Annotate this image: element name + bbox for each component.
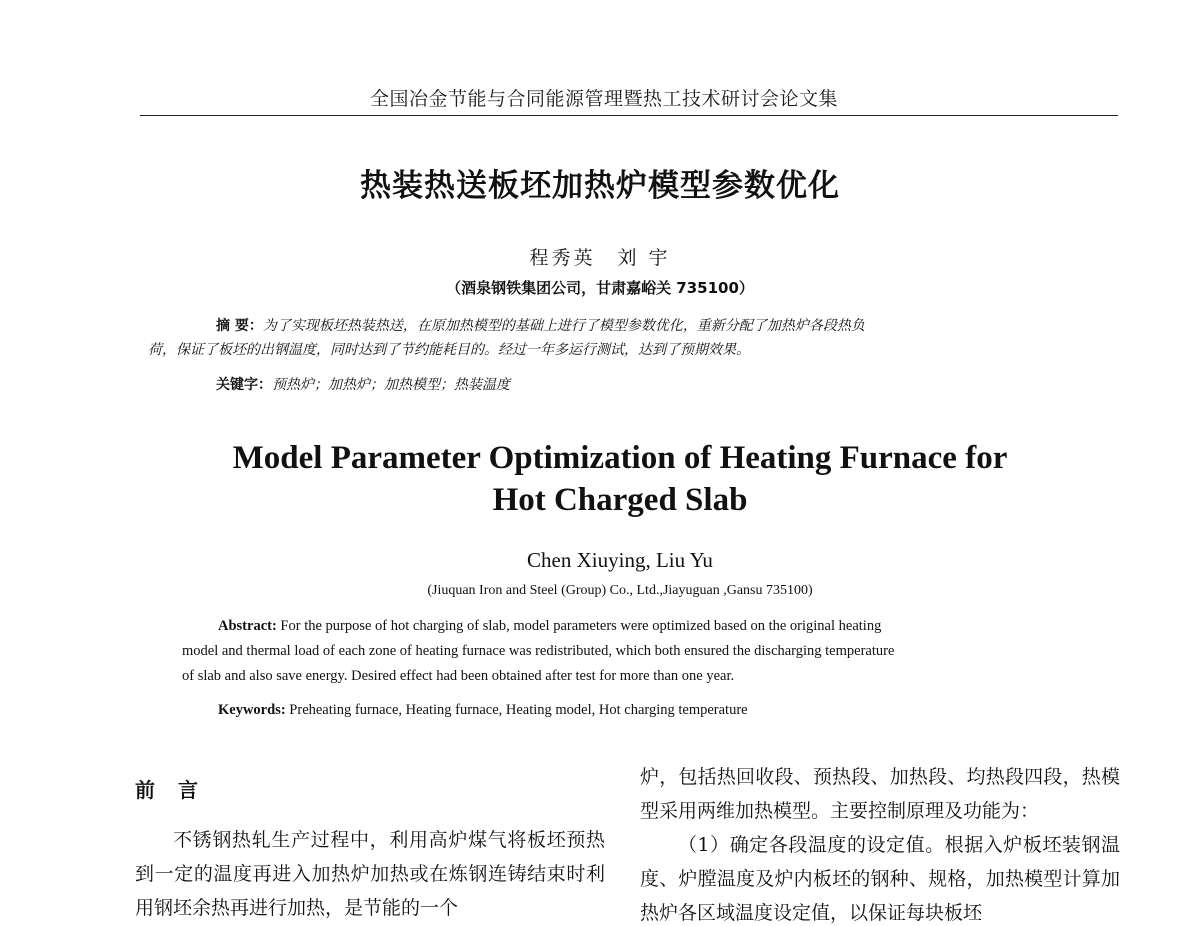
- chinese-affiliation: （酒泉钢铁集团公司，甘肃嘉峪关 735100）: [446, 279, 754, 297]
- english-title-line-2: Hot Charged Slab: [492, 482, 748, 518]
- english-affiliation: (Jiuquan Iron and Steel (Group) Co., Ltd.,Jiayuguan ,Gansu 735100): [427, 583, 813, 598]
- section-heading-introduction: 前 言: [135, 778, 206, 802]
- right-paragraph-2: （1）确定各段温度的设定值。根据入炉板坯装钢温度、炉膛温度及炉内板坯的钢种、规格，加热模型计算加热炉各区域温度设定值，以保证每块板坯: [640, 834, 1120, 924]
- right-paragraph-1: 炉，包括热回收段、预热段、加热段、均热段四段，热模型采用两维加热模型。主要控制原理及功能为：: [640, 766, 1120, 822]
- english-abstract-label: Abstract:: [218, 618, 277, 634]
- header-rule: [140, 115, 1118, 116]
- chinese-abstract-text-1: 为了实现板坯热装热送，在原加热模型的基础上进行了模型参数优化，重新分配了加热炉各段热负: [262, 318, 865, 334]
- chinese-abstract-text-2: 荷，保证了板坯的出钢温度，同时达到了节约能耗目的。经过一年多运行测试，达到了预期效果。: [148, 342, 750, 358]
- english-keywords-text: Preheating furnace, Heating furnace, Heating model, Hot charging temperature: [285, 702, 748, 718]
- chinese-abstract-line-1: [160, 314, 1060, 338]
- english-abstract-line-1: [182, 614, 1082, 639]
- chinese-keywords-label: 关键字：: [216, 377, 272, 393]
- english-abstract: [182, 614, 1082, 689]
- english-authors: Chen Xiuying, Liu Yu: [527, 548, 713, 572]
- left-column: [135, 774, 605, 925]
- chinese-keywords: [216, 374, 510, 394]
- left-paragraph: 不锈钢热轧生产过程中，利用高炉煤气将板坯预热到一定的温度再进入加热炉加热或在炼钢连铸结束时利用钢坯余热再进行加热，是节能的一个: [135, 829, 605, 919]
- english-title: [0, 437, 1200, 521]
- english-abstract-text-2: model and thermal load of each zone of heating furnace was redistributed, which both ensured the discharging temperature: [182, 643, 895, 659]
- chinese-abstract-label: 摘 要：: [216, 318, 263, 334]
- chinese-keywords-text: 预热炉；加热炉；加热模型；热装温度: [272, 377, 510, 393]
- chinese-authors: 程秀英 刘 宇: [529, 247, 671, 269]
- chinese-abstract: [148, 314, 1060, 362]
- english-abstract-text-3: of slab and also save energy. Desired effect had been obtained after test for more than one year.: [182, 668, 735, 684]
- english-keywords-label: Keywords:: [218, 702, 286, 718]
- english-keywords: [218, 702, 748, 719]
- right-column: [640, 760, 1120, 926]
- english-abstract-text-1: For the purpose of hot charging of slab, model parameters were optimized based on the original heating: [276, 618, 882, 634]
- chinese-title: 热装热送板坯加热炉模型参数优化: [360, 168, 840, 204]
- running-header: 全国冶金节能与合同能源管理暨热工技术研讨会论文集: [370, 88, 839, 110]
- english-title-line-1: Model Parameter Optimization of Heating Furnace for: [232, 440, 1008, 476]
